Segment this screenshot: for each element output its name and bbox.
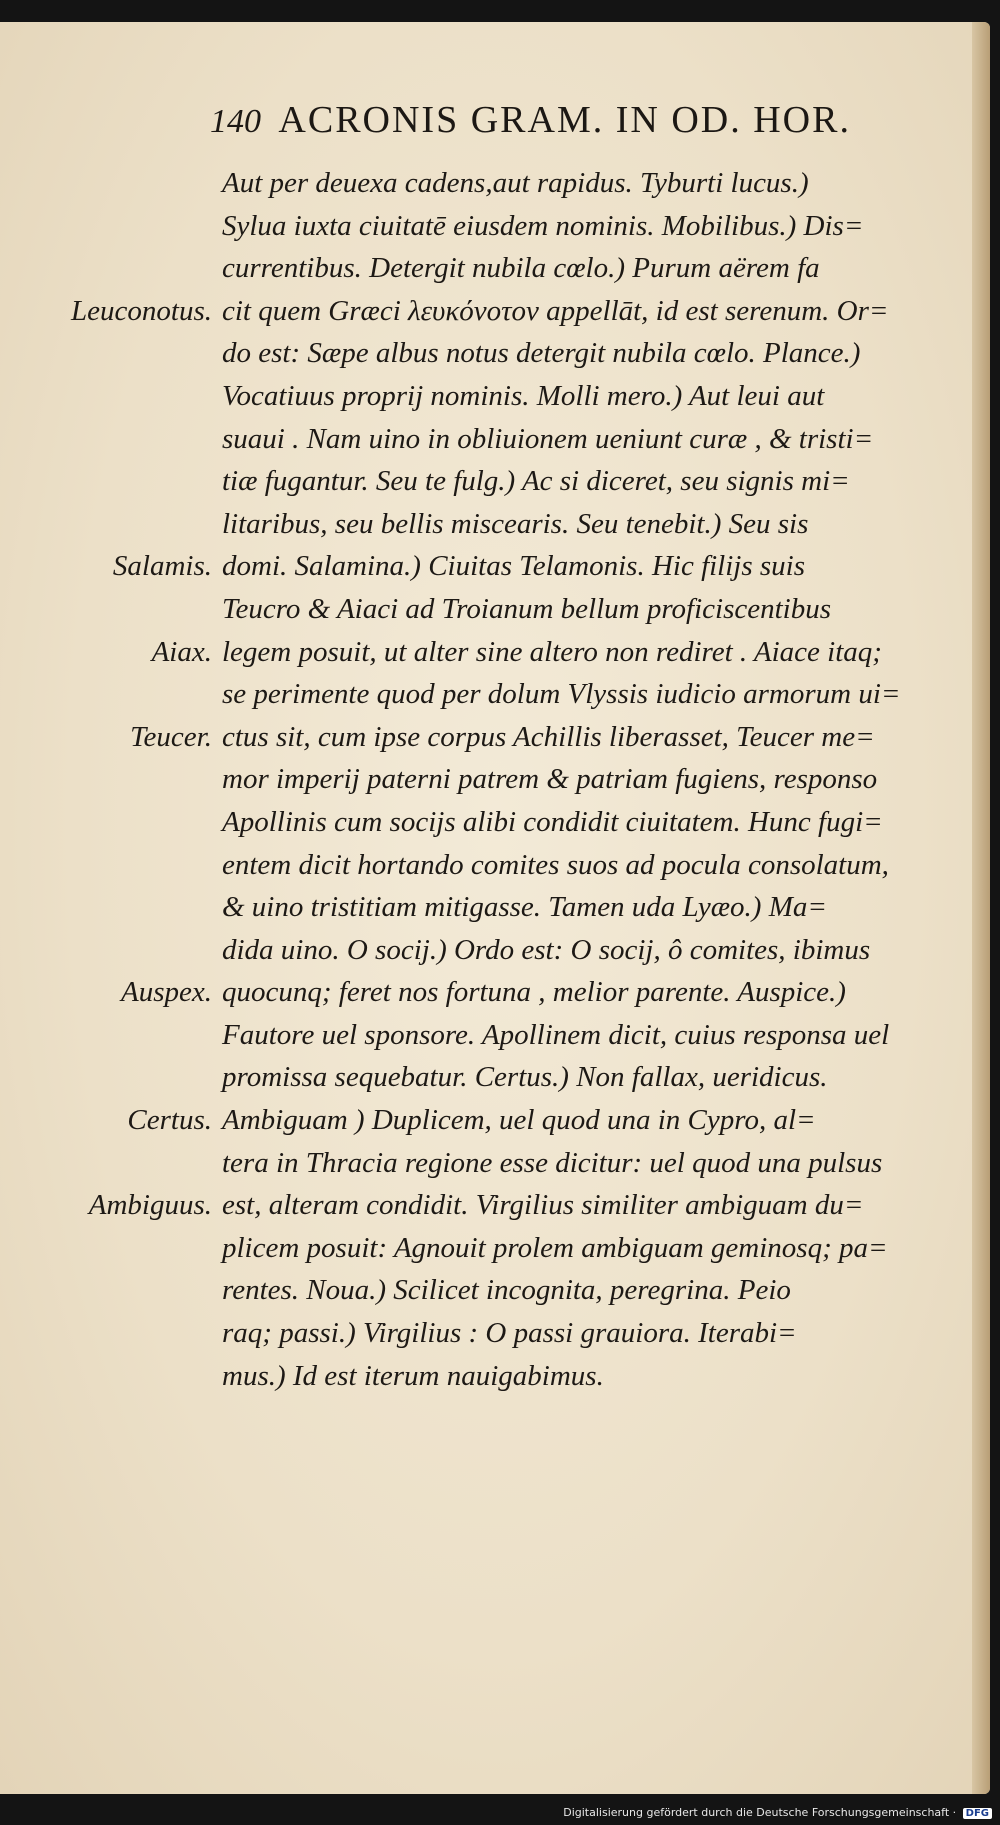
- text-line: [0, 1099, 990, 1142]
- dfg-logo: DFG: [963, 1808, 992, 1819]
- line-text: & uino tristitiam mitigasse. Tamen uda Lyæo.) Ma=: [222, 891, 827, 924]
- margin-note: Aiax.: [151, 635, 212, 668]
- line-text: Teucro & Aiaci ad Troianum bellum proficiscentibus: [222, 592, 831, 625]
- line-text: rentes. Noua.) Scilicet incognita, peregrina. Peio: [222, 1274, 791, 1307]
- margin-note: Auspex.: [121, 976, 212, 1009]
- line-text: mor imperij paterni patrem & patriam fugiens, responso: [222, 763, 878, 796]
- line-text: Vocatiuus proprij nominis. Molli mero.) Aut leui aut: [222, 379, 825, 412]
- text-line: [0, 247, 990, 290]
- text-line: [0, 631, 990, 674]
- line-text: mus.) Id est iterum nauigabimus.: [222, 1359, 604, 1392]
- line-text: promissa sequebatur. Certus.) Non fallax, ueridicus.: [222, 1061, 828, 1094]
- text-line: [0, 290, 990, 333]
- text-line: [0, 929, 990, 972]
- body-text: [0, 162, 990, 1397]
- text-line: [0, 1355, 990, 1398]
- text-line: [0, 375, 990, 418]
- book-page: [0, 22, 990, 1794]
- margin-note: Certus.: [127, 1104, 212, 1137]
- text-line: [0, 886, 990, 929]
- line-text: plicem posuit: Agnouit prolem ambiguam geminosq; pa=: [222, 1231, 888, 1264]
- running-title: ACRONIS GRAM. IN OD. HOR.: [278, 99, 851, 141]
- text-line: [0, 716, 990, 759]
- line-text: Sylua iuxta ciuitatē eiusdem nominis. Mobilibus.) Dis=: [222, 209, 864, 242]
- credit-text: Digitalisierung gefördert durch die Deutsche Forschungsgemeinschaft ·: [563, 1806, 957, 1819]
- text-line: [0, 418, 990, 461]
- line-text: se perimente quod per dolum Vlyssis iudicio armorum ui=: [222, 678, 901, 711]
- text-line: [0, 758, 990, 801]
- line-text: tera in Thracia regione esse dicitur: uel quod una pulsus: [222, 1146, 883, 1179]
- line-text: Aut per deuexa cadens,aut rapidus. Tyburti lucus.): [222, 167, 809, 199]
- line-text: Ambiguam ) Duplicem, uel quod una in Cypro, al=: [222, 1104, 816, 1137]
- text-line: [0, 1227, 990, 1270]
- line-text: entem dicit hortando comites suos ad pocula consolatum,: [222, 848, 889, 881]
- line-text: do est: Sæpe albus notus detergit nubila cœlo. Plance.): [222, 337, 861, 370]
- text-line: [0, 1269, 990, 1312]
- line-text: raq; passi.) Virgilius : O passi grauiora. Iterabi=: [222, 1317, 797, 1350]
- text-line: [0, 673, 990, 716]
- text-line: [0, 162, 990, 205]
- line-text: quocunq; feret nos fortuna , melior parente. Auspice.): [222, 976, 846, 1009]
- text-line: [0, 1056, 990, 1099]
- line-text: Apollinis cum socijs alibi condidit ciuitatem. Hunc fugi=: [222, 805, 883, 838]
- text-line: [0, 332, 990, 375]
- text-line: [0, 1312, 990, 1355]
- text-line: [0, 1014, 990, 1057]
- text-line: [0, 545, 990, 588]
- line-text: litaribus, seu bellis miscearis. Seu tenebit.) Seu sis: [222, 507, 809, 540]
- line-text: legem posuit, ut alter sine altero non rediret . Aiace itaq;: [222, 635, 882, 668]
- text-line: [0, 844, 990, 887]
- margin-note: Leuconotus.: [71, 294, 212, 327]
- line-text: est, alteram condidit. Virgilius similiter ambiguam du=: [222, 1189, 864, 1222]
- line-text: cit quem Græci λευκόνοτον appellāt, id est serenum. Or=: [222, 294, 889, 327]
- line-text: Fautore uel sponsore. Apollinem dicit, cuius responsa uel: [222, 1018, 890, 1051]
- text-line: [0, 503, 990, 546]
- line-text: suaui . Nam uino in obliuionem ueniunt curæ , & tristi=: [222, 422, 874, 455]
- text-line: [0, 205, 990, 248]
- text-line: [0, 588, 990, 631]
- text-line: [0, 460, 990, 503]
- line-text: domi. Salamina.) Ciuitas Telamonis. Hic filijs suis: [222, 550, 806, 583]
- margin-note: Ambiguus.: [88, 1189, 212, 1222]
- margin-note: Salamis.: [112, 550, 212, 583]
- digitization-credit: [563, 1806, 992, 1819]
- line-text: currentibus. Detergit nubila cœlo.) Purum aërem fa: [222, 252, 820, 285]
- margin-note: Teucer.: [130, 720, 212, 753]
- text-line: [0, 971, 990, 1014]
- text-line: [0, 801, 990, 844]
- running-head: [210, 98, 910, 142]
- text-line: [0, 1142, 990, 1185]
- text-line: [0, 1184, 990, 1227]
- line-text: tiæ fugantur. Seu te fulg.) Ac si diceret, seu signis mi=: [222, 465, 850, 498]
- line-text: ctus sit, cum ipse corpus Achillis liberasset, Teucer me=: [222, 720, 875, 753]
- line-text: dida uino. O socij.) Ordo est: O socij, ô comites, ibimus: [222, 933, 871, 966]
- page-number: 140: [210, 103, 261, 140]
